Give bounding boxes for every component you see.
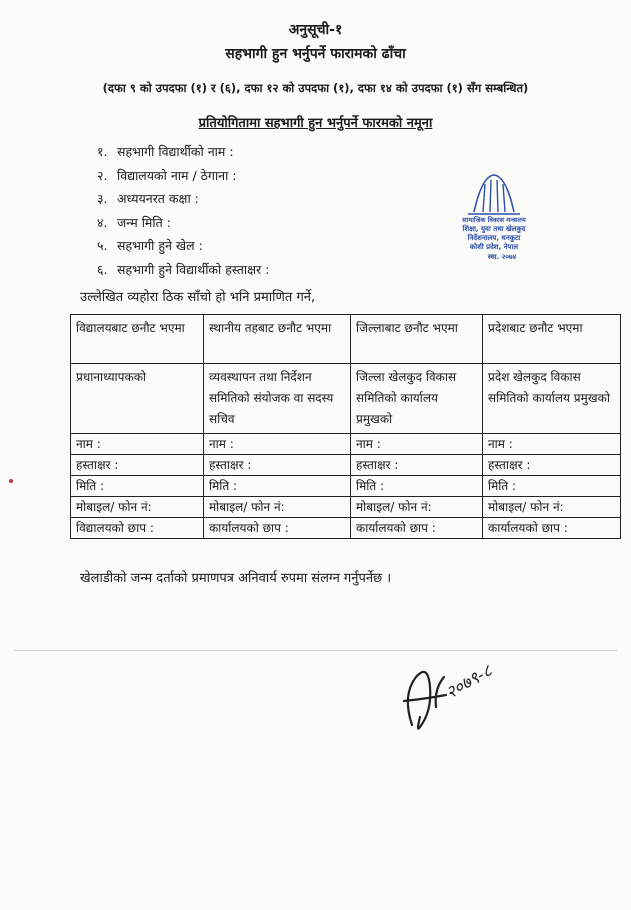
table-cell: मोबाइल/ फोन नं: [204,497,351,518]
table-cell: कार्यालयको छाप : [204,518,351,539]
table-cell: मिति : [204,476,351,497]
item-number: ४. [97,214,108,230]
participant-fields-list [97,143,269,284]
item-label: जन्म मिति : [117,214,171,230]
table-row [71,434,621,455]
table-cell: कार्यालयको छाप : [483,518,621,539]
item-number: २. [97,167,108,183]
legal-reference: (दफा ९ को उपदफा (१) र (६), दफा १२ को उपदफा (१), दफा १४ को उपदफा (१) सँग सम्बन्धित) [102,81,529,95]
table-cell: मिति : [351,476,483,497]
form-subtitle: प्रतियोगितामा सहभागी हुन भर्नुपर्ने फारमको नमूना [198,116,433,131]
form-title: सहभागी हुन भर्नुपर्ने फारामको ढाँचा [225,46,406,62]
table-cell: हस्ताक्षर : [483,455,621,476]
table-cell: नाम : [204,434,351,455]
table-row [71,518,621,539]
certification-text: उल्लेखित व्यहोरा ठिक साँचो हो भनि प्रमाणित गर्ने, [80,290,316,305]
table-cell: हस्ताक्षर : [204,455,351,476]
stamp-line: शिक्षा, युवा तथा खेलकुद [462,225,526,233]
role-cell: प्रधानाध्यापकको [71,364,204,434]
signature-date: २०७९-८ [442,661,496,704]
item-number: १. [97,144,108,159]
column-header: जिल्लाबाट छनौट भएमा [351,315,483,364]
table-cell: मोबाइल/ फोन नं: [71,497,204,518]
stamp-line: स्था. २०७४ [487,253,517,261]
role-cell: जिल्ला खेलकुद विकास समितिको कार्यालय प्रमुखको [351,364,483,434]
table-row [71,476,621,497]
role-cell: प्रदेश खेलकुद विकास समितिको कार्यालय प्रमुखको [483,364,621,434]
list-item [97,237,269,261]
item-label: सहभागी हुने खेल : [117,238,203,253]
list-item [97,190,269,214]
handwritten-signature [390,615,560,740]
column-header: विद्यालयबाट छनौट भएमा [71,315,204,364]
table-cell: मिति : [71,476,204,497]
list-item [97,214,269,238]
table-cell: मिति : [483,476,621,497]
table-cell: नाम : [351,434,483,455]
table-cell: नाम : [483,434,621,455]
table-cell: विद्यालयको छाप : [71,518,204,539]
item-number: ५. [97,238,108,253]
table-cell: मोबाइल/ फोन नं: [351,497,483,518]
role-cell: व्यवस्थापन तथा निर्देशन समितिको संयोजक वा सदस्य सचिव [204,364,351,434]
table-row [71,497,621,518]
annex-number: अनुसूची-१ [288,22,343,38]
item-label: विद्यालयको नाम / ठेगाना : [117,167,237,183]
item-number: ६. [97,261,108,277]
approval-table [70,314,621,539]
list-item [97,167,269,191]
table-cell: मोबाइल/ फोन नं: [483,497,621,518]
stamp-line: सामाजिक विकास मन्त्रालय [462,216,526,224]
table-row [71,364,621,434]
table-cell: हस्ताक्षर : [71,455,204,476]
list-item [97,261,269,285]
stamp-line: कोशी प्रदेश, नेपाल [469,243,519,251]
table-row [71,455,621,476]
item-label: सहभागी हुने विद्यार्थीको हस्ताक्षर : [117,261,270,277]
ink-dot [9,479,13,483]
attachment-note: खेलाडीको जन्म दर्ताको प्रमाणपत्र अनिवार्य रुपमा संलग्न गर्नुपर्नेछ । [80,571,392,586]
table-cell: नाम : [71,434,204,455]
office-stamp [438,170,550,270]
table-cell: कार्यालयको छाप : [351,518,483,539]
item-number: ३. [97,191,108,206]
column-header: स्थानीय तहबाट छनौट भएमा [204,315,351,364]
item-label: सहभागी विद्यार्थीको नाम : [117,144,234,159]
item-label: अध्ययनरत कक्षा : [117,191,199,206]
table-cell: हस्ताक्षर : [351,455,483,476]
list-item [97,143,269,167]
column-header: प्रदेशबाट छनौट भएमा [483,315,621,364]
table-header-row [71,315,621,364]
stamp-line: निर्देशनालय, धनकुटा [467,234,521,242]
